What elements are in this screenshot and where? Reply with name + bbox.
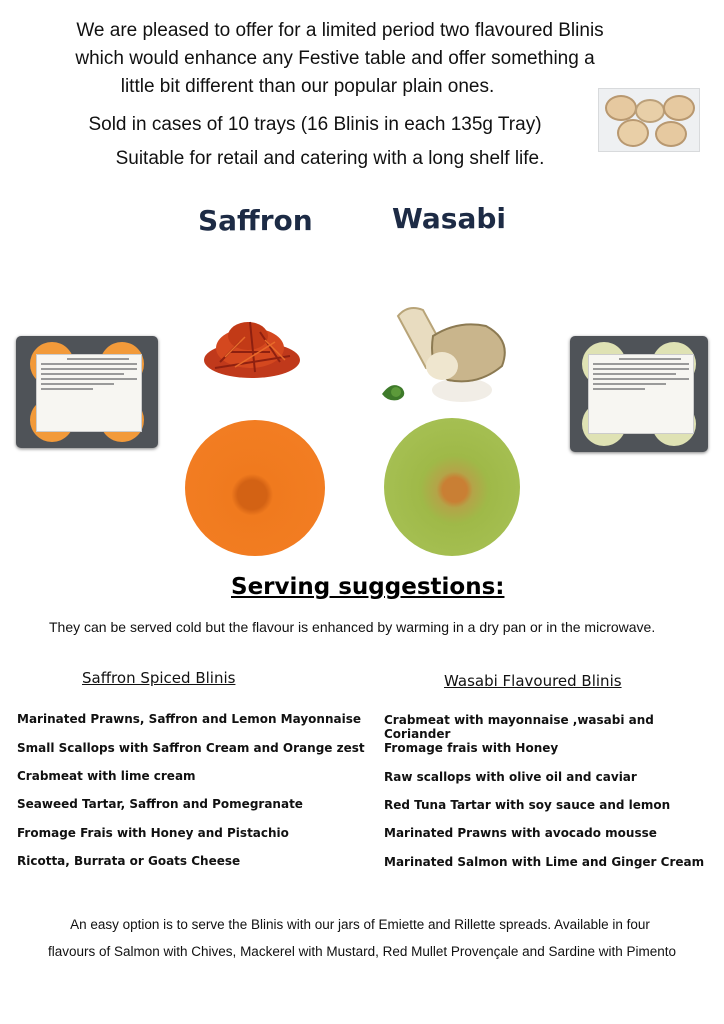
list-item: Fromage frais with Honey xyxy=(384,741,559,755)
intro-line-3: little bit different than our popular plain ones. xyxy=(120,76,495,97)
saffron-pack-photo xyxy=(16,336,158,448)
list-item: Red Tuna Tartar with soy sauce and lemon xyxy=(384,798,671,812)
list-item: Marinated Prawns, Saffron and Lemon Mayonnaise xyxy=(17,712,361,726)
footer-line-2: flavours of Salmon with Chives, Mackerel with Mustard, Red Mullet Provençale and Sardine with Pimento xyxy=(47,944,677,959)
flavour-heading-saffron: Saffron xyxy=(198,204,313,237)
list-item: Crabmeat with mayonnaise ,wasabi and Coriander xyxy=(384,713,654,741)
list-item: Raw scallops with olive oil and caviar xyxy=(384,770,637,784)
list-item: Small Scallops with Saffron Cream and Orange zest xyxy=(17,741,365,755)
wasabi-pack-photo xyxy=(570,336,708,452)
saffron-blini-photo xyxy=(185,420,325,556)
serving-subtitle: They can be served cold but the flavour is enhanced by warming in a dry pan or in the microwave. xyxy=(49,619,656,635)
list-item: Fromage Frais with Honey and Pistachio xyxy=(17,826,289,840)
saffron-column-heading: Saffron Spiced Blinis xyxy=(82,669,236,687)
tray-photo-top xyxy=(598,88,700,152)
list-item: Crabmeat with lime cream xyxy=(17,769,196,783)
intro-line-4: Sold in cases of 10 trays (16 Blinis in each 135g Tray) xyxy=(88,114,542,135)
list-item: Seaweed Tartar, Saffron and Pomegranate xyxy=(17,797,303,811)
serving-suggestions-title: Serving suggestions: xyxy=(231,574,505,600)
list-item: Marinated Prawns with avocado mousse xyxy=(384,826,657,840)
wasabi-column-heading: Wasabi Flavoured Blinis xyxy=(444,672,622,690)
saffron-threads-photo xyxy=(200,312,304,384)
intro-line-5: Suitable for retail and catering with a long shelf life. xyxy=(115,148,545,169)
list-item: Marinated Salmon with Lime and Ginger Cream xyxy=(384,855,705,869)
footer-line-1: An easy option is to serve the Blinis with our jars of Emiette and Rillette spreads. Available in four xyxy=(70,917,650,932)
wasabi-blini-photo xyxy=(384,418,520,556)
list-item: Ricotta, Burrata or Goats Cheese xyxy=(17,854,241,868)
wasabi-root-photo xyxy=(378,296,518,408)
intro-line-2: which would enhance any Festive table and offer something a xyxy=(75,48,595,69)
intro-line-1: We are pleased to offer for a limited period two flavoured Blinis xyxy=(76,20,604,41)
flavour-heading-wasabi: Wasabi xyxy=(392,202,506,235)
